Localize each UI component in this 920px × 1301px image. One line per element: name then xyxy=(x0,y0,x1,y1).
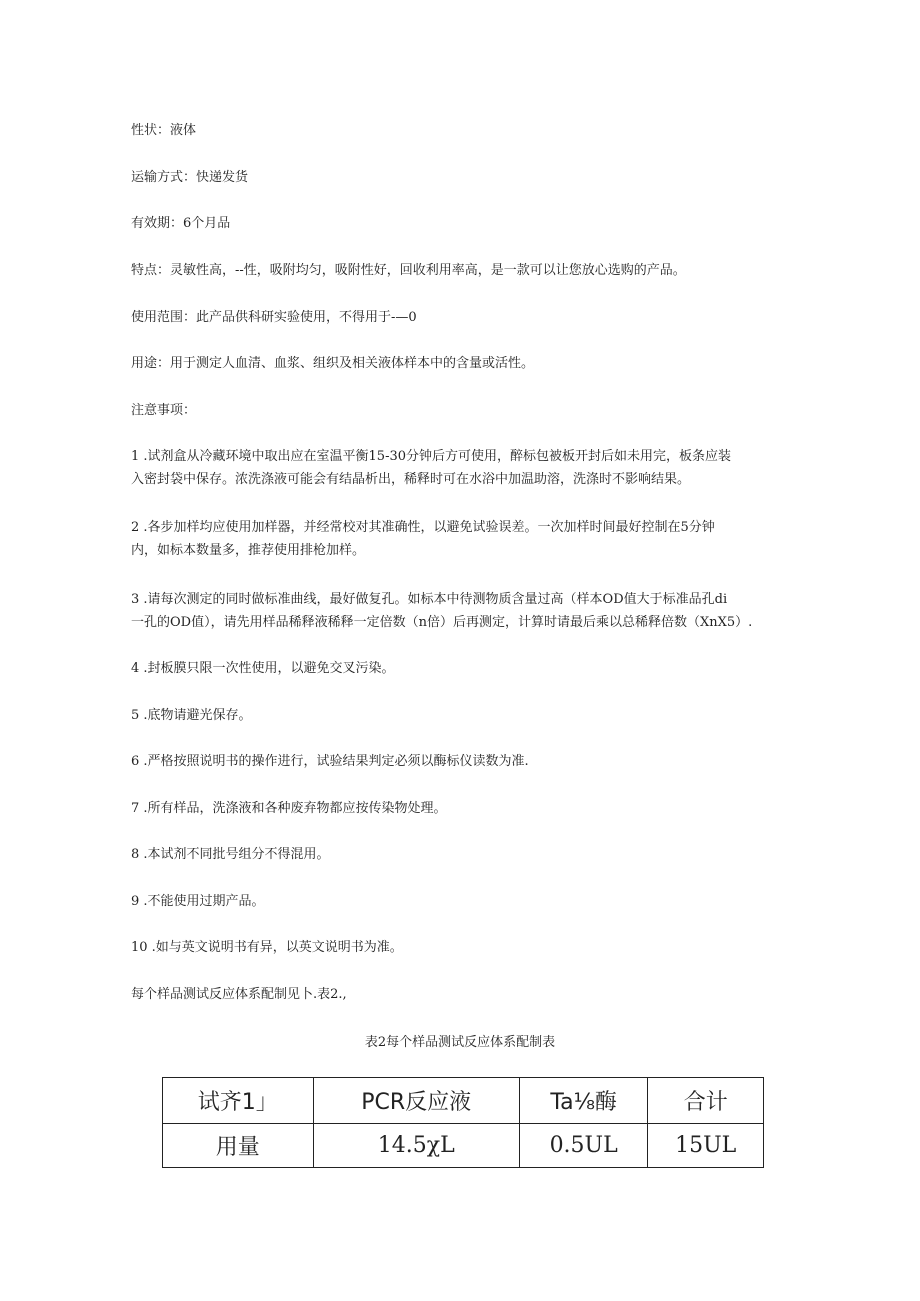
note-item: 4 .封板膜只限一次性使用，以避免交叉污染。 xyxy=(131,661,395,676)
table-cell: PCR反应液 xyxy=(313,1078,519,1124)
note-line: 入密封袋中保存。浓洗涤液可能会有结晶析出，稀释时可在水浴中加温助溶，洗涤时不影响结果。 xyxy=(131,472,691,487)
property-usage: 用途：用于测定人血清、血浆、组织及相关液体样本中的含量或活性。 xyxy=(131,356,535,371)
table-cell: Ta⅛酶 xyxy=(519,1078,648,1124)
table-cell: 0.5UL xyxy=(519,1124,648,1168)
property-shipping: 运输方式：快递发货 xyxy=(131,170,249,185)
table-cell: 合计 xyxy=(648,1078,764,1124)
table-intro: 每个样品测试反应体系配制见卜.表2., xyxy=(131,987,347,1002)
note-line: 2 .各步加样均应使用加样器，并经常校对其准确性，以避免试验误差。一次加样时间最好控制在5分钟 xyxy=(131,520,715,535)
note-item: 10 .如与英文说明书有异，以英文说明书为准。 xyxy=(131,940,403,955)
table-cell: 用量 xyxy=(163,1124,314,1168)
reaction-system-table xyxy=(162,1077,764,1168)
property-features: 特点：灵敏性高，--性，吸附均匀，吸附性好，回收利用率高，是一款可以让您放心选购的产品。 xyxy=(131,263,686,278)
note-item xyxy=(131,445,791,491)
table-cell: 试齐1」 xyxy=(163,1078,314,1124)
note-item: 7 .所有样品，洗涤液和各种废弃物都应按传染物处理。 xyxy=(131,801,447,816)
note-item: 9 .不能使用过期产品。 xyxy=(131,894,265,909)
note-item: 6 .严格按照说明书的操作进行，试验结果判定必须以酶标仪读数为准. xyxy=(131,754,529,769)
property-state: 性状：液体 xyxy=(131,123,197,138)
note-item: 8 .本试剂不同批号组分不得混用。 xyxy=(131,847,330,862)
table-row xyxy=(163,1124,764,1168)
table-caption: 表2每个样品测试反应体系配制表 xyxy=(364,1035,556,1050)
note-line: 1 .试剂盒从冷藏环境中取出应在室温平衡15-30分钟后方可使用，醉标包被板开封后如未用完，板条应装 xyxy=(131,449,732,464)
note-item xyxy=(131,516,791,562)
property-validity: 有效期：6个月品 xyxy=(131,216,231,231)
table-cell: 15UL xyxy=(648,1124,764,1168)
property-scope: 使用范围：此产品供科研实验使用，不得用于-—0 xyxy=(131,310,417,325)
note-item: 5 .底物请避光保存。 xyxy=(131,708,252,723)
note-item xyxy=(131,588,791,634)
notes-heading: 注意事项： xyxy=(131,403,197,418)
note-line: 内，如标本数量多，推荐使用排枪加样。 xyxy=(131,543,366,558)
table-row xyxy=(163,1078,764,1124)
note-line: 一孔的OD值），请先用样品稀释液稀释一定倍数（n倍）后再测定，计算时请最后乘以总稀释倍数（XnX5）. xyxy=(131,615,753,630)
note-line: 3 .请每次测定的同时做标准曲线，最好做复孔。如标本中待测物质含量过高（样本OD值大于标准品孔di xyxy=(131,592,728,607)
table-cell: 14.5χL xyxy=(313,1124,519,1168)
